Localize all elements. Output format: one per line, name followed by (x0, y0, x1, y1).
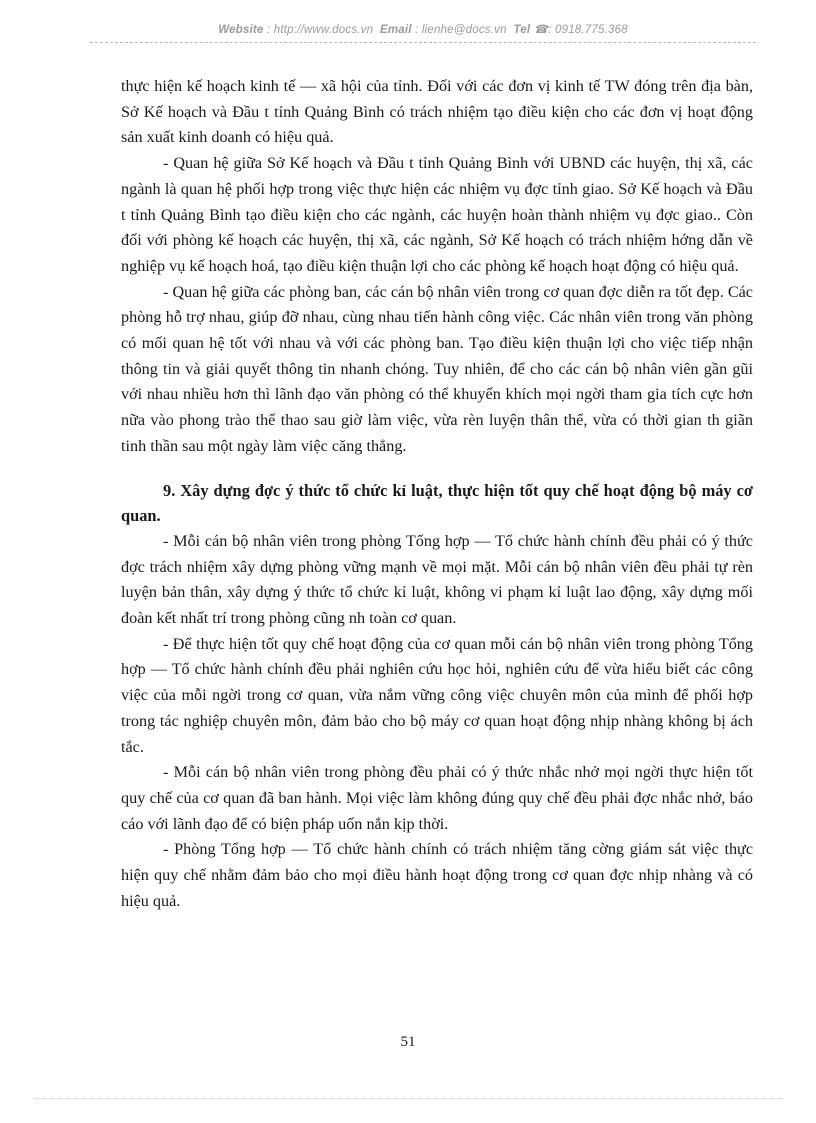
paragraph-continuation: thực hiện kế hoạch kinh tế — xã hội của tỉnh. Đối với các đơn vị kinh tế TW đóng trên địa bàn, Sở Kế hoạch và Đầu t tỉnh Quảng Bình có trách nhiệm tạo điều kiện cho các đơn vị hoạt động sản xuất kinh doanh có hiệu quả. (121, 77, 753, 147)
footer-divider (34, 1098, 782, 1099)
paragraph-supervision: - Phòng Tổng hợp — Tổ chức hành chính có trách nhiệm tăng cờng giám sát việc thực hiện quy chế nhằm đảm bảo cho mọi điều hành hoạt động trong cơ quan đợc nhịp nhàng và có hiệu quả. (121, 840, 753, 910)
paragraph-relations-departments: - Quan hệ giữa các phòng ban, các cán bộ nhân viên trong cơ quan đợc diễn ra tốt đẹp. Các phòng hỗ trợ nhau, giúp đỡ nhau, cùng nhau tiến hành công việc. Các nhân viên trong văn phòng có mối quan hệ tốt với nhau và với các phòng ban. Tạo điều kiện thuận lợi cho việc tiếp nhận thông tin và giải quyết thông tin nhanh chóng. Tuy nhiên, để cho các cán bộ nhân viên gần gũi với nhau nhiều hơn thì lãnh đạo văn phòng có thể khuyến khích mọi ngời tham gia tích cực hơn nữa vào phong trào thể thao sau giờ làm việc, vừa rèn luyện thân thể, vừa có thời gian th giãn tinh thần sau một ngày làm việc căng thẳng. (121, 282, 753, 455)
paragraph-relations-ubnd: - Quan hệ giữa Sở Kế hoạch và Đầu t tỉnh Quảng Bình với UBND các huyện, thị xã, các ngành là quan hệ phối hợp trong việc thực hiện các nhiệm vụ đợc tỉnh giao. Sở Kế hoạch và Đầu t tỉnh Quảng Bình tạo điều kiện cho các ngành, các huyện hoàn thành nhiệm vụ đợc giao.. Còn đối với phòng kế hoạch các huyện, thị xã, các ngành, Sở Kế hoạch có trách nhiệm hớng dẫn về nghiệp vụ kế hoạch hoá, tạo điều kiện thuận lợi cho các phòng kế hoạch hoạt động có hiệu quả. (121, 154, 753, 275)
section-heading: 9. Xây dựng đợc ý thức tổ chức kỉ luật, thực hiện tốt quy chế hoạt động bộ máy cơ quan. (121, 480, 753, 526)
paragraph-regulations: - Để thực hiện tốt quy chế hoạt động của cơ quan mỗi cán bộ nhân viên trong phòng Tổng hợp — Tổ chức hành chính đều phải nghiên cứu học hỏi, nghiên cứu để vừa hiểu biết các công việc của mỗi ngời trong cơ quan, vừa nắm vững công việc chuyên môn của mình để phối hợp trong tác nghiệp chuyên môn, đảm bảo cho bộ máy cơ quan hoạt động nhịp nhàng không bị ách tắc. (121, 634, 753, 756)
phone-icon: ☎ (533, 24, 549, 36)
paragraph-reminders: - Mỗi cán bộ nhân viên trong phòng đều phải có ý thức nhắc nhở mọi ngời thực hiện tốt quy chế của cơ quan đã ban hành. Mọi việc làm không đúng quy chế đều phải đợc nhắc nhở, báo cáo với lãnh đạo để có biện pháp uốn nắn kịp thời. (121, 763, 753, 833)
tel-value: : 0918.775.368 (548, 24, 628, 36)
page-number: 51 (400, 1034, 416, 1050)
website-value: : http://www.docs.vn (266, 24, 374, 36)
email-value: : lienhe@docs.vn (415, 24, 507, 36)
document-body (121, 74, 753, 915)
header-divider (90, 42, 756, 43)
website-label: Website (218, 24, 264, 36)
tel-label: Tel (513, 24, 531, 36)
email-label: Email (380, 24, 412, 36)
page-header (90, 22, 756, 38)
paragraph-discipline: - Mỗi cán bộ nhân viên trong phòng Tổng hợp — Tổ chức hành chính đều phải có ý thức đợc trách nhiệm xây dựng phòng vững mạnh về mọi mặt. Mỗi cán bộ nhân viên đều phải tự rèn luyện bản thân, xây dựng ý thức tổ chức kỉ luật, không vi phạm kỉ luật lao động, xây dựng mối đoàn kết nhất trí trong phòng cũng nh toàn cơ quan. (121, 531, 753, 628)
